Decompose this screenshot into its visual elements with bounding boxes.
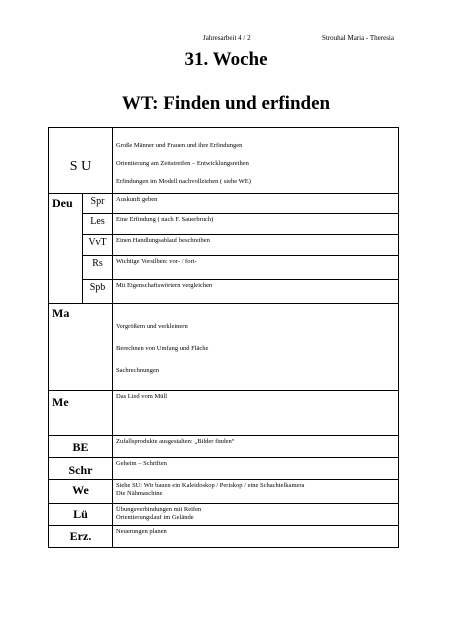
deu-sub-text: Auskunft geben <box>116 196 158 203</box>
row-su <box>49 128 399 194</box>
row-deu-vvt <box>49 235 399 256</box>
su-line: Große Männer und Frauen und ihre Erfindungen <box>116 142 243 149</box>
week-title: 31. Woche <box>184 49 268 70</box>
row-lue <box>49 504 399 526</box>
row-deu-les <box>49 214 399 235</box>
ma-line: Sachrechnungen <box>116 367 159 375</box>
deu-sub-text: Wichtige Vorsilben: vor- / fort- <box>116 258 197 265</box>
schr-label: Schr <box>68 463 93 477</box>
topic-title: WT: Finden und erfinden <box>121 93 331 114</box>
deu-sub-label: VvT <box>88 237 107 248</box>
row-deu-spb <box>49 280 399 304</box>
deu-sub-text: Eine Erfindung ( nach F. Sauerbruch) <box>116 216 214 223</box>
lue-label: Lü <box>73 507 88 521</box>
erz-text: Neuerungen planen <box>116 528 167 535</box>
ma-line: Vergrößern und verkleinern <box>116 323 188 330</box>
row-erz <box>49 526 399 548</box>
deu-sub-text: Mit Eigenschaftswörtern vergleichen <box>116 282 213 289</box>
deu-sub-text: Einen Handlungsablauf beschreiben <box>116 237 210 244</box>
su-line: Orientierung am Zeitstreifen – Entwicklungsreihen <box>116 160 249 168</box>
row-we <box>49 480 399 504</box>
deu-label: Deu <box>52 196 73 210</box>
header-left: Jahresarbeit 4 / 2 <box>203 34 251 42</box>
be-label: BE <box>72 440 89 454</box>
ma-line: Berechnen von Umfang und Fläche <box>116 345 209 353</box>
me-text: Das Lied vom Müll <box>116 393 168 400</box>
we-line: Siehe SU: Wir bauen ein Kaleidoskop / Periskop / eine Schachtelkamera <box>116 482 305 489</box>
deu-sub-label: Rs <box>92 258 103 269</box>
su-line: Erfindungen im Modell nachvollziehen ( siehe WE) <box>116 178 251 186</box>
me-label: Me <box>52 395 69 409</box>
deu-cell <box>49 194 83 304</box>
deu-sub-label: Spb <box>89 282 106 293</box>
we-line: Die Nähmaschine <box>116 490 163 498</box>
lue-line: Übungsverbindungen mit Reifen <box>116 506 202 513</box>
su-label: S U <box>69 158 92 174</box>
row-schr <box>49 458 399 480</box>
deu-sub-label: Spr <box>90 196 105 207</box>
deu-sub-label: Les <box>90 216 105 227</box>
be-text: Zufallsprodukte ausgestalten: „Bilder finden“ <box>116 438 235 445</box>
lue-line: Orientierungslauf im Gelände <box>116 514 194 522</box>
su-content <box>113 128 399 194</box>
header-right: Strouhal Maria - Theresia <box>322 34 394 42</box>
schr-text: Geheim – Schriften <box>116 460 167 467</box>
row-deu-spr <box>49 194 399 214</box>
row-be <box>49 436 399 458</box>
row-ma <box>49 304 399 391</box>
ma-label: Ma <box>52 306 70 320</box>
su-cell <box>49 128 113 194</box>
row-me <box>49 391 399 436</box>
erz-label: Erz. <box>69 529 92 543</box>
we-label: We <box>72 483 89 497</box>
plan-table <box>48 127 399 548</box>
row-deu-rs <box>49 256 399 280</box>
